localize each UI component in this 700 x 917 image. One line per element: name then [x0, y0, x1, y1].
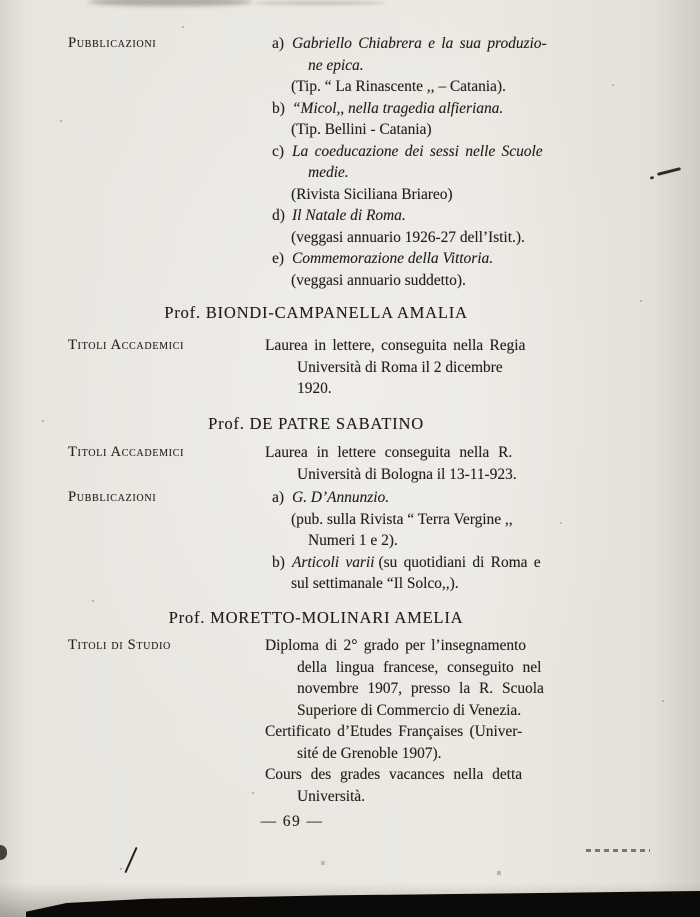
publication-note-line	[265, 509, 569, 531]
titoli-line	[265, 635, 569, 657]
publication-note: (veggasi annuario 1926-27 dell’Istit.).	[291, 228, 525, 246]
item-marker: d)	[272, 207, 285, 224]
pen-mark-right-margin	[657, 167, 681, 176]
scan-speckles	[0, 0, 2, 2]
publication-note: (pub. sulla Rivista “ Terra Vergine ,,	[291, 510, 513, 528]
titoli-accademici-biondi-text	[265, 335, 569, 400]
publication-item-line	[265, 141, 569, 163]
publication-title: Il Natale di Roma.	[292, 207, 406, 224]
titoli-accademici-depatre-text	[265, 442, 569, 485]
titoli-text: Università di Bologna il 13-11-923.	[297, 465, 517, 483]
scan-blob-left-edge	[0, 845, 7, 860]
publication-note: (veggasi annuario suddetto).	[291, 271, 466, 289]
publication-title: medie.	[308, 164, 349, 181]
titoli-line	[265, 721, 569, 743]
publication-item-line	[265, 98, 569, 120]
publication-note-line	[265, 76, 569, 98]
titoli-text: sité de Grenoble 1907).	[297, 744, 442, 762]
titoli-text: Diploma di 2° grado per l’insegnamento	[265, 637, 526, 654]
titoli-text: Certificato d’Etudes Françaises (Univer-	[265, 723, 523, 740]
publication-title: La coeducazione dei sessi nelle Scuole	[292, 142, 543, 160]
titoli-line	[265, 764, 569, 786]
publication-note: Numeri 1 e 2).	[308, 532, 398, 549]
titoli-di-studio-text	[265, 635, 569, 807]
titoli-text: Università.	[297, 787, 365, 805]
scan-dots-bottom-right	[586, 849, 650, 852]
page-number: — 69 —	[260, 813, 324, 830]
publication-title: G. D’Annunzio.	[292, 489, 390, 506]
titoli-line	[265, 335, 569, 357]
titoli-text: Università di Roma il 2 dicembre	[297, 358, 503, 376]
scan-smudge-top	[88, 0, 253, 6]
publication-title: Articoli varii	[292, 553, 375, 571]
titoli-text: 1920.	[297, 380, 332, 397]
publication-item-line	[265, 33, 569, 55]
item-marker: c)	[272, 142, 284, 160]
publication-title: “Micol,, nella tragedia alfieriana.	[292, 99, 504, 117]
publication-item-line	[265, 248, 569, 270]
titoli-line	[265, 357, 569, 379]
titoli-text: della lingua francese, conseguito nel	[297, 658, 542, 676]
titoli-line	[265, 700, 569, 722]
publication-note-line	[265, 119, 569, 141]
publication-item-line	[265, 205, 569, 227]
titoli-line	[265, 678, 569, 700]
professor-heading-moretto: Prof. MORETTO-MOLINARI AMELIA	[168, 608, 464, 627]
publication-note: (su quotidiani di Roma e	[378, 553, 541, 571]
titoli-text: Superiore di Commercio di Venezia.	[297, 701, 522, 719]
publication-item-line	[265, 552, 569, 574]
publication-title: Commemorazione della Vittoria.	[292, 250, 494, 267]
titoli-line	[265, 743, 569, 765]
scan-smudge-top-2	[255, 1, 385, 5]
publication-item-line	[265, 487, 569, 509]
label-titoli-di-studio: Titoli di Studio	[68, 637, 171, 653]
item-marker: a)	[272, 35, 284, 52]
publication-note-line	[265, 530, 569, 552]
titoli-line	[265, 378, 569, 400]
publication-note-line	[265, 270, 569, 292]
publication-title: Gabriello Chiabrera e la sua produzio-	[292, 35, 547, 52]
item-marker: b)	[272, 99, 285, 117]
item-marker: e)	[272, 250, 284, 267]
titoli-line	[265, 442, 569, 464]
publication-list-depatre	[265, 487, 569, 595]
titoli-text: Cours des grades vacances nella detta	[265, 766, 523, 783]
publication-item-line	[265, 162, 569, 184]
publication-note-line	[265, 227, 569, 249]
item-marker: a)	[272, 489, 284, 506]
titoli-text: novembre 1907, presso la R. Scuola	[297, 680, 544, 697]
label-pubblicazioni-depatre: Pubblicazioni	[68, 489, 157, 505]
titoli-line	[265, 786, 569, 808]
publication-note: (Rivista Siciliana Briareo)	[291, 185, 453, 203]
publication-note: (Tip. “ La Rinascente ,, – Catania).	[291, 78, 506, 95]
item-marker: b)	[272, 553, 285, 571]
label-titoli-accademici-depatre: Titoli Accademici	[68, 444, 185, 460]
label-titoli-accademici-biondi: Titoli Accademici	[68, 337, 185, 353]
titoli-line	[265, 657, 569, 679]
publication-title: ne epica.	[308, 56, 364, 74]
pen-slash-bottom-left	[124, 847, 137, 873]
professor-heading-biondi: Prof. BIONDI-CAMPANELLA AMALIA	[164, 303, 468, 322]
publication-item-line	[265, 55, 569, 77]
publication-list-top	[265, 33, 569, 291]
titoli-text: Laurea in lettere conseguita nella R.	[265, 444, 513, 461]
publication-note-line	[265, 573, 569, 595]
publication-note: (Tip. Bellini - Catania)	[291, 121, 432, 138]
titoli-line	[265, 464, 569, 486]
label-pubblicazioni-top: Pubblicazioni	[68, 35, 157, 51]
publication-note: sul settimanale “Il Solco,,).	[291, 575, 459, 592]
titoli-text: Laurea in lettere, conseguita nella Regia	[265, 337, 526, 354]
publication-note-line	[265, 184, 569, 206]
professor-heading-depatre: Prof. DE PATRE SABATINO	[208, 414, 424, 433]
